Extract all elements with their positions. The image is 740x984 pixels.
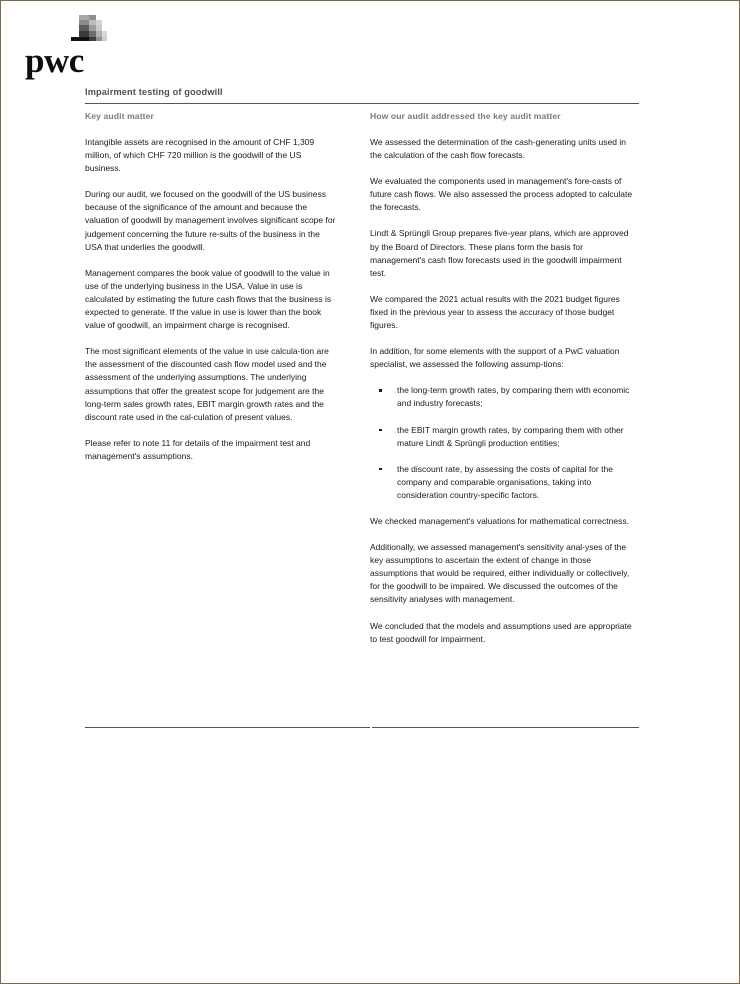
paragraph: We checked management's valuations for mathematical correctness. [370,515,629,526]
list-item-text: the EBIT margin growth rates, by comparing them with other mature Lindt & Sprüngli production entities; [397,424,624,448]
paragraph: We evaluated the components used in management's fore-casts of future cash flows. We also assessed the process adopted to calculate the forecasts. [370,176,633,213]
paragraph: We assessed the determination of the cash-generating units used in the calculation of the cash flow forecasts. [370,137,626,161]
paragraph: During our audit, we focused on the goodwill of the US business because of the significance of the amount and because the valuation of goodwill by management involves significant scope for judgement concerning the future re-sults of the business in the USA that underlies the goodwill. [85,189,336,252]
section-rule [85,103,639,104]
paragraph: We compared the 2021 actual results with the 2021 budget figures fixed in the previous year to assess the accuracy of those budget figures. [370,293,620,331]
section-heading [85,87,639,104]
column-header-right: How our audit addressed the key audit matter [370,111,561,121]
list-item-text: the long-term growth rates, by comparing them with economic and industry forecasts; [397,385,630,409]
rule-segment-right [372,727,639,728]
column-header-left: Key audit matter [85,111,154,121]
list-item [370,424,639,450]
paragraph: Lindt & Sprüngli Group prepares five-year plans, which are approved by the Board of Directors. These plans form the basis for management's cash flow forecasts used in the goodwill impairment test. [370,228,629,278]
list-item [370,384,639,410]
list-item-text: the discount rate, by assessing the costs of capital for the company and comparable organisations, taking into consideration country-specific factors. [397,463,613,500]
pwc-wordmark: pwc [25,41,84,80]
list-item [370,463,639,502]
rule-segment-left [85,727,370,728]
paragraph: Please refer to note 11 for details of the impairment test and management's assumptions. [85,437,311,461]
paragraph: In addition, for some elements with the support of a PwC valuation specialist, we assessed the following assump-tions: [370,346,620,370]
paragraph: Intangible assets are recognised in the amount of CHF 1,309 million, of which CHF 720 million is the goodwill of the US business. [85,137,315,174]
square-bullet-icon [379,468,382,471]
key-audit-matter-table [85,111,639,646]
assumptions-list [370,384,639,502]
section-title: Impairment testing of goodwill [85,87,223,97]
paragraph: We concluded that the models and assumptions used are appropriate to test goodwill for impairment. [370,620,632,644]
paragraph: Additionally, we assessed management's sensitivity anal-yses of the key assumptions to ascertain the extent of change in those assumptions that would be required, either individually or collectively, for the goodwill to be impaired. We discussed the outcomes of the sensitivity analyses with management. [370,542,630,605]
table-bottom-rule [85,727,639,728]
paragraph: The most significant elements of the value in use calcula-tion are the assessment of the discounted cash flow model used and the assessment of the underlying assumptions. The underlying assumptions that offer the greatest scope for judgement are the long-term sales growth rates, EBIT margin growth rates and the discount rate used in the cal-culation of present values. [85,346,329,422]
paragraph: Management compares the book value of goodwill to the value in use of the underlying business in the USA. Value in use is calculated by estimating the future cash flows that the business is expected to generate. If the value in use is lower than the book value of goodwill, an impairment charge is recognised. [85,267,332,331]
square-bullet-icon [379,429,382,432]
pwc-logo [25,15,225,78]
column-audit-response [370,111,639,646]
column-key-audit-matter [85,111,370,646]
pwc-logo-blocks-icon [71,15,115,41]
square-bullet-icon [379,389,382,392]
